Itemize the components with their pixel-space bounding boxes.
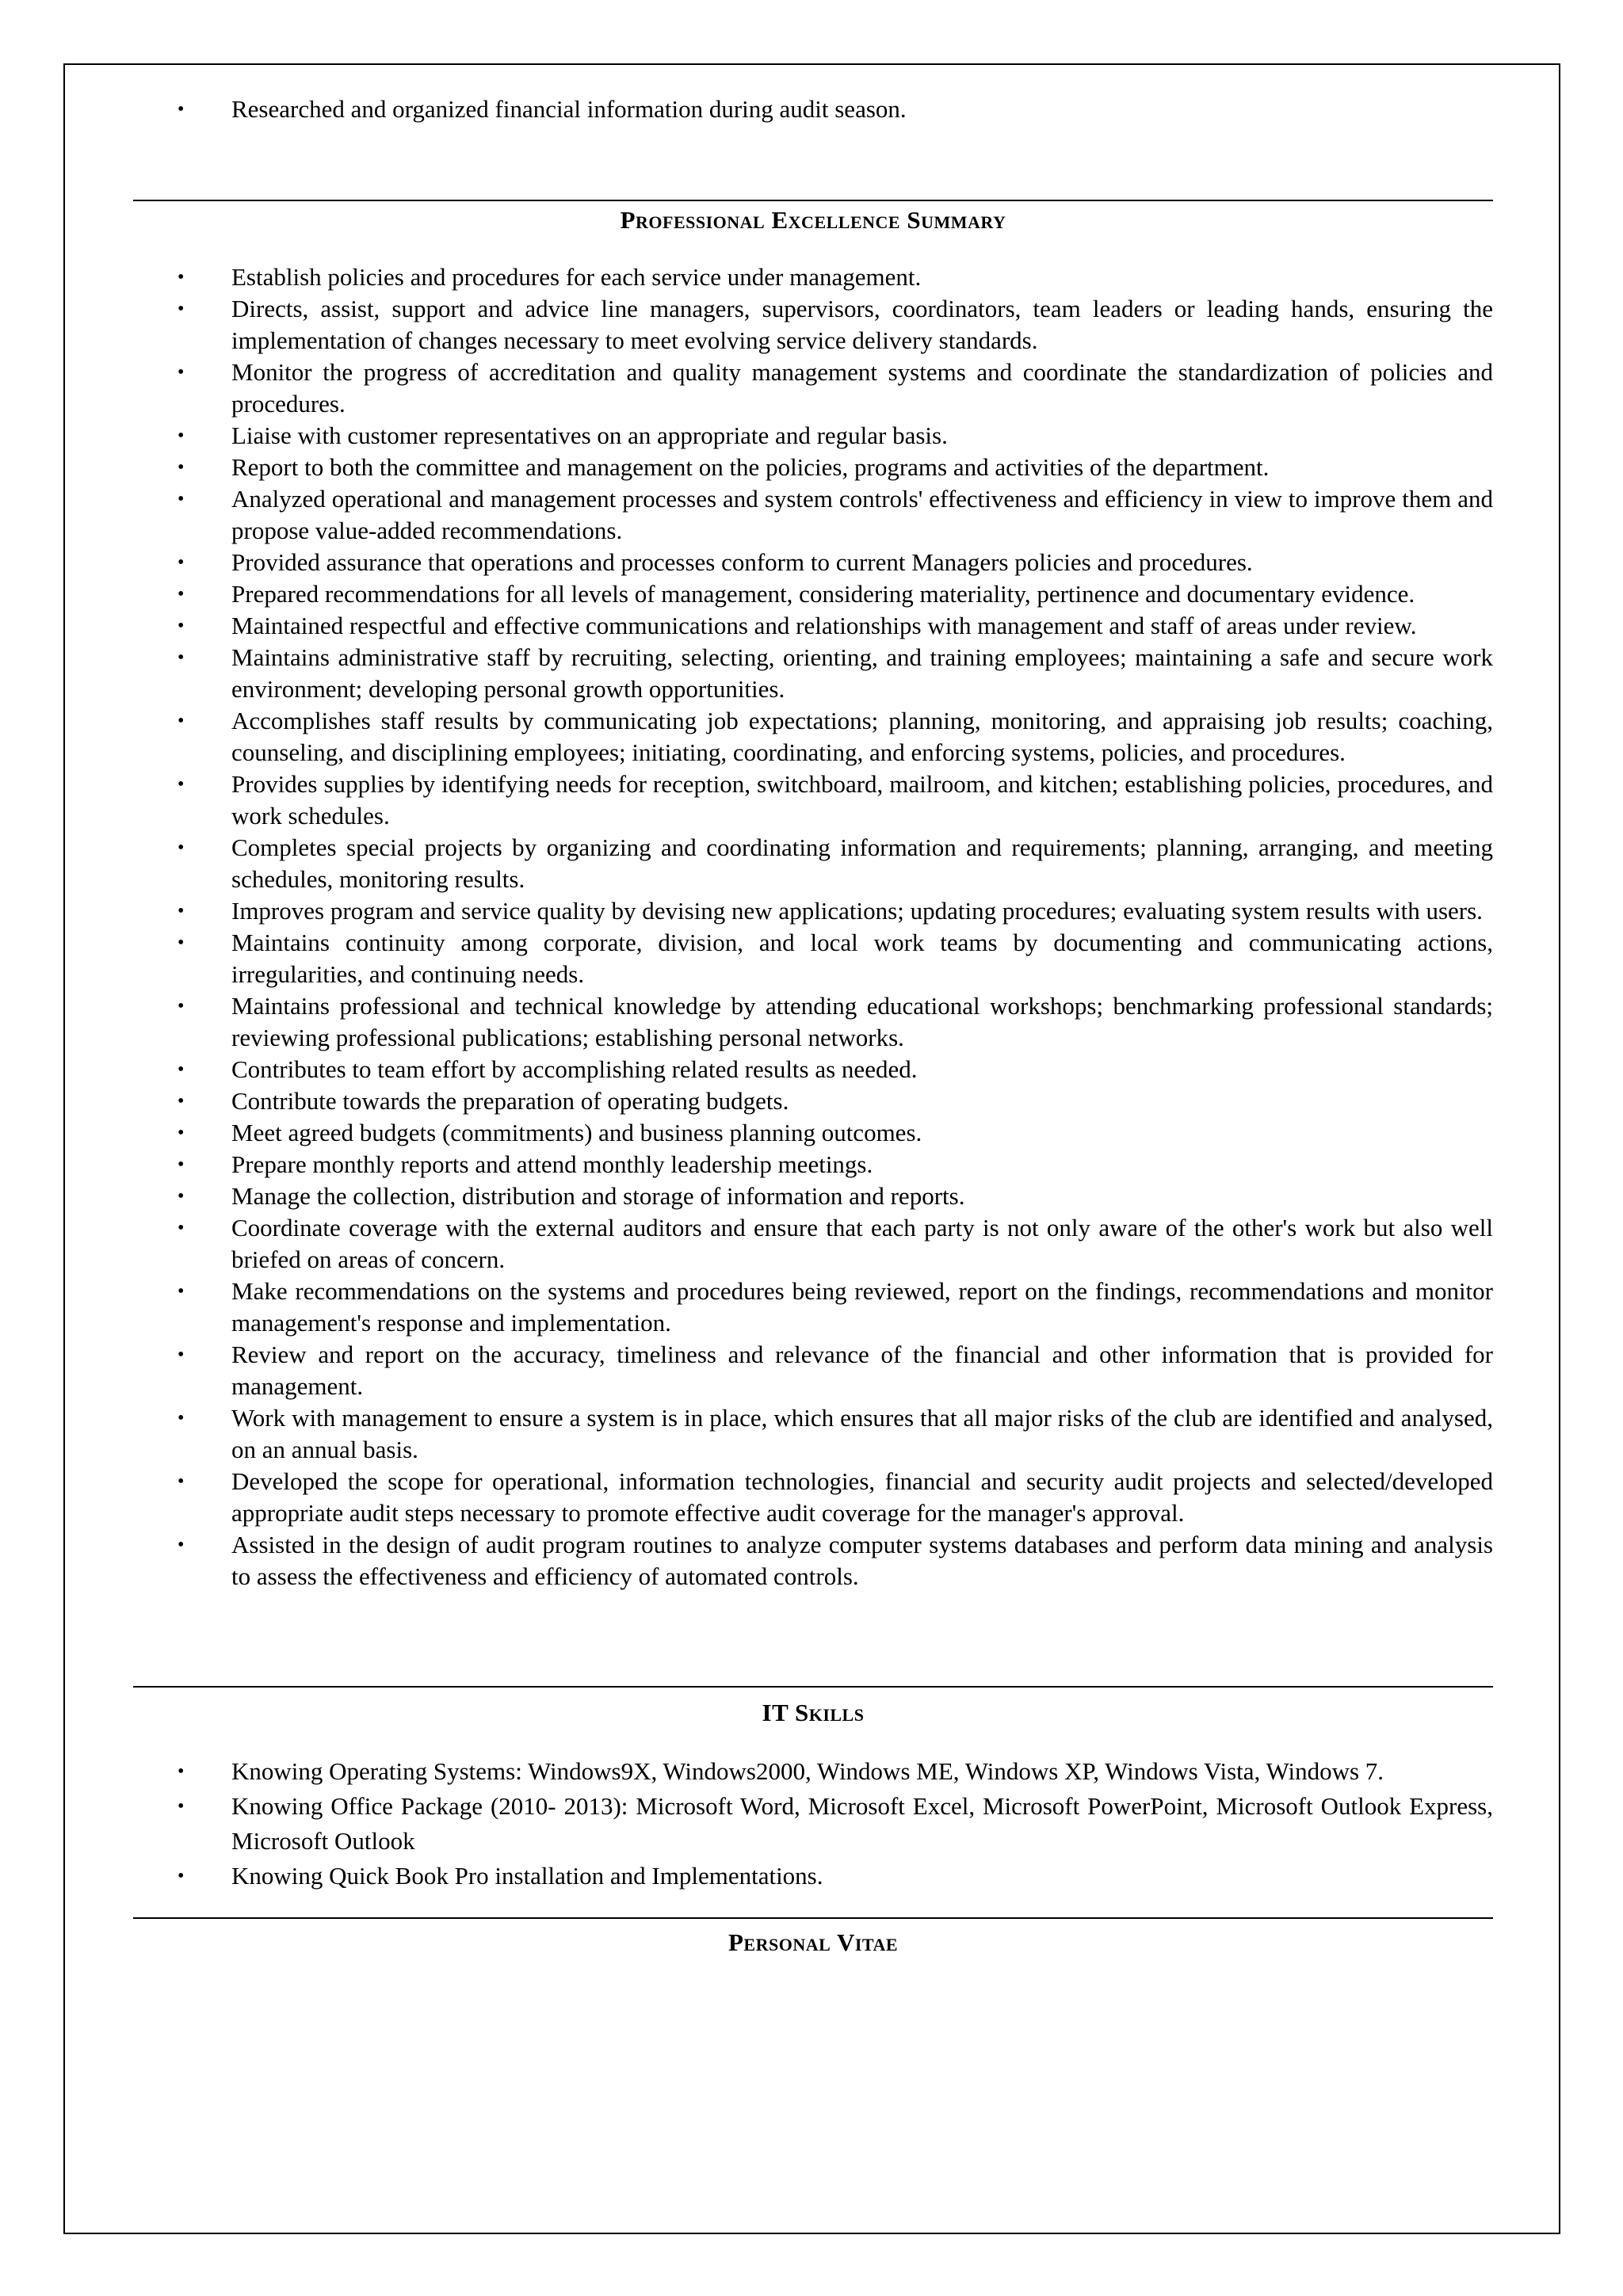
- bullet-icon: •: [178, 1091, 185, 1112]
- section-heading-professional-excellence: Professional Excellence Summary: [620, 206, 1006, 234]
- list-item: • Make recommendations on the systems and procedures being reviewed, report on the findings, recommendations and monitor management's response and implementation.: [178, 1277, 1493, 1337]
- bullet-icon: •: [178, 1796, 185, 1817]
- bullet-icon: •: [178, 901, 185, 921]
- bullet-icon: •: [178, 1408, 185, 1428]
- section-divider: [133, 1686, 1493, 1688]
- bullet-icon: •: [178, 99, 185, 120]
- list-item: • Improves program and service quality by devising new applications; updating procedures; evaluating system results with users.: [133, 895, 1493, 927]
- list-item: • Meet agreed budgets (commitments) and business planning outcomes.: [133, 1117, 1493, 1149]
- bullet-icon: •: [178, 457, 185, 478]
- bullet-icon: •: [178, 1866, 185, 1886]
- list-item: • Monitor the progress of accreditation and quality management systems and coordinate the standardization of policies and procedures.: [178, 358, 1493, 418]
- list-item: • Maintains continuity among corporate, division, and local work teams by documenting and communicating actions, irregularities, and continuing needs.: [178, 929, 1493, 988]
- bullet-icon: •: [178, 711, 185, 731]
- bullet-icon: •: [178, 1154, 185, 1175]
- bullet-icon: •: [178, 362, 185, 383]
- bullet-icon: •: [178, 489, 185, 509]
- list-item: • Knowing Operating Systems: Windows9X, Windows2000, Windows ME, Windows XP, Windows Vista, Windows 7.: [133, 1754, 1493, 1789]
- list-item: • Directs, assist, support and advice line managers, supervisors, coordinators, team leaders or leading hands, ensuring the implementation of changes necessary to meet evolving service delivery standards.: [178, 295, 1493, 354]
- list-item: • Contribute towards the preparation of operating budgets.: [133, 1085, 1493, 1117]
- bullet-icon: •: [178, 299, 185, 319]
- list-item: • Assisted in the design of audit program routines to analyze computer systems databases and perform data mining and analysis to assess the effectiveness and efficiency of automated controls.: [178, 1531, 1493, 1590]
- bullet-icon: •: [178, 1218, 185, 1238]
- bullet-icon: •: [178, 616, 185, 636]
- bullet-icon: •: [178, 933, 185, 953]
- list-item: • Developed the scope for operational, information technologies, financial and security audit projects and selected/developed appropriate audit steps necessary to promote effective audit coverage for the manager's approval.: [178, 1467, 1493, 1527]
- list-item: • Prepare monthly reports and attend monthly leadership meetings.: [133, 1149, 1493, 1180]
- bullet-icon: •: [178, 267, 185, 288]
- section-heading-personal-vitae: Personal Vitae: [727, 1928, 899, 1956]
- list-item: • Coordinate coverage with the external auditors and ensure that each party is not only aware of the other's work but also well briefed on areas of concern.: [178, 1214, 1493, 1273]
- list-item: • Researched and organized financial information during audit season.: [133, 93, 1493, 125]
- list-item: • Provided assurance that operations and processes conform to current Managers policies and procedures.: [133, 547, 1493, 578]
- professional-excellence-list: [133, 261, 1493, 1592]
- list-item: • Knowing Office Package (2010- 2013): Microsoft Word, Microsoft Excel, Microsoft PowerPoint, Microsoft Outlook Express, Microsoft Outlook: [133, 1789, 1493, 1859]
- list-item: • Provides supplies by identifying needs for reception, switchboard, mailroom, and kitchen; establishing policies, procedures, and work schedules.: [178, 770, 1493, 830]
- bullet-icon: •: [178, 584, 185, 605]
- list-item: • Manage the collection, distribution and storage of information and reports.: [133, 1180, 1493, 1212]
- list-item: • Analyzed operational and management processes and system controls' effectiveness and efficiency in view to improve them and propose value-added recommendations.: [178, 485, 1493, 544]
- it-skills-list: [133, 1754, 1493, 1894]
- list-item: • Review and report on the accuracy, timeliness and relevance of the financial and other information that is provided for management.: [178, 1341, 1493, 1400]
- list-item: • Maintains professional and technical knowledge by attending educational workshops; benchmarking professional standards; reviewing professional publications; establishing personal networks.: [178, 992, 1493, 1051]
- bullet-icon: •: [178, 774, 185, 795]
- section-divider: [133, 200, 1493, 201]
- bullet-icon: •: [178, 1281, 185, 1302]
- bullet-icon: •: [178, 647, 185, 668]
- resume-content: [133, 93, 1493, 1958]
- bullet-icon: •: [178, 837, 185, 858]
- list-item: • Establish policies and procedures for each service under management.: [133, 261, 1493, 293]
- bullet-icon: •: [178, 1471, 185, 1492]
- section-divider: [133, 1917, 1493, 1919]
- list-item: • Maintained respectful and effective communications and relationships with management and staff of areas under review.: [133, 610, 1493, 642]
- list-item: • Contributes to team effort by accomplishing related results as needed.: [133, 1054, 1493, 1085]
- section-heading-it-skills: IT Skills: [762, 1699, 865, 1726]
- list-item: • Report to both the committee and management on the policies, programs and activities of the department.: [133, 452, 1493, 483]
- list-item: • Knowing Quick Book Pro installation and Implementations.: [133, 1859, 1493, 1894]
- bullet-icon: •: [178, 1344, 185, 1365]
- list-item: • Maintains administrative staff by recruiting, selecting, orienting, and training employees; maintaining a safe and secure work environment; developing personal growth opportunities.: [178, 643, 1493, 703]
- bullet-icon: •: [178, 425, 185, 446]
- bullet-icon: •: [178, 1186, 185, 1207]
- bullet-icon: •: [178, 1761, 185, 1782]
- bullet-icon: •: [178, 1059, 185, 1080]
- list-item: • Accomplishes staff results by communicating job expectations; planning, monitoring, and appraising job results; coaching, counseling, and disciplining employees; initiating, coordinating, and enforcing systems, policies, and procedures.: [178, 707, 1493, 766]
- list-item: • Work with management to ensure a system is in place, which ensures that all major risks of the club are identified and analysed, on an annual basis.: [178, 1404, 1493, 1463]
- list-item: • Liaise with customer representatives on an appropriate and regular basis.: [133, 420, 1493, 452]
- bullet-icon: •: [178, 1535, 185, 1555]
- intro-list: [133, 93, 1493, 125]
- bullet-icon: •: [178, 1123, 185, 1143]
- list-item: • Prepared recommendations for all levels of management, considering materiality, pertinence and documentary evidence.: [133, 578, 1493, 610]
- bullet-icon: •: [178, 996, 185, 1016]
- list-item: • Completes special projects by organizing and coordinating information and requirements; planning, arranging, and meeting schedules, monitoring results.: [178, 833, 1493, 893]
- bullet-icon: •: [178, 552, 185, 573]
